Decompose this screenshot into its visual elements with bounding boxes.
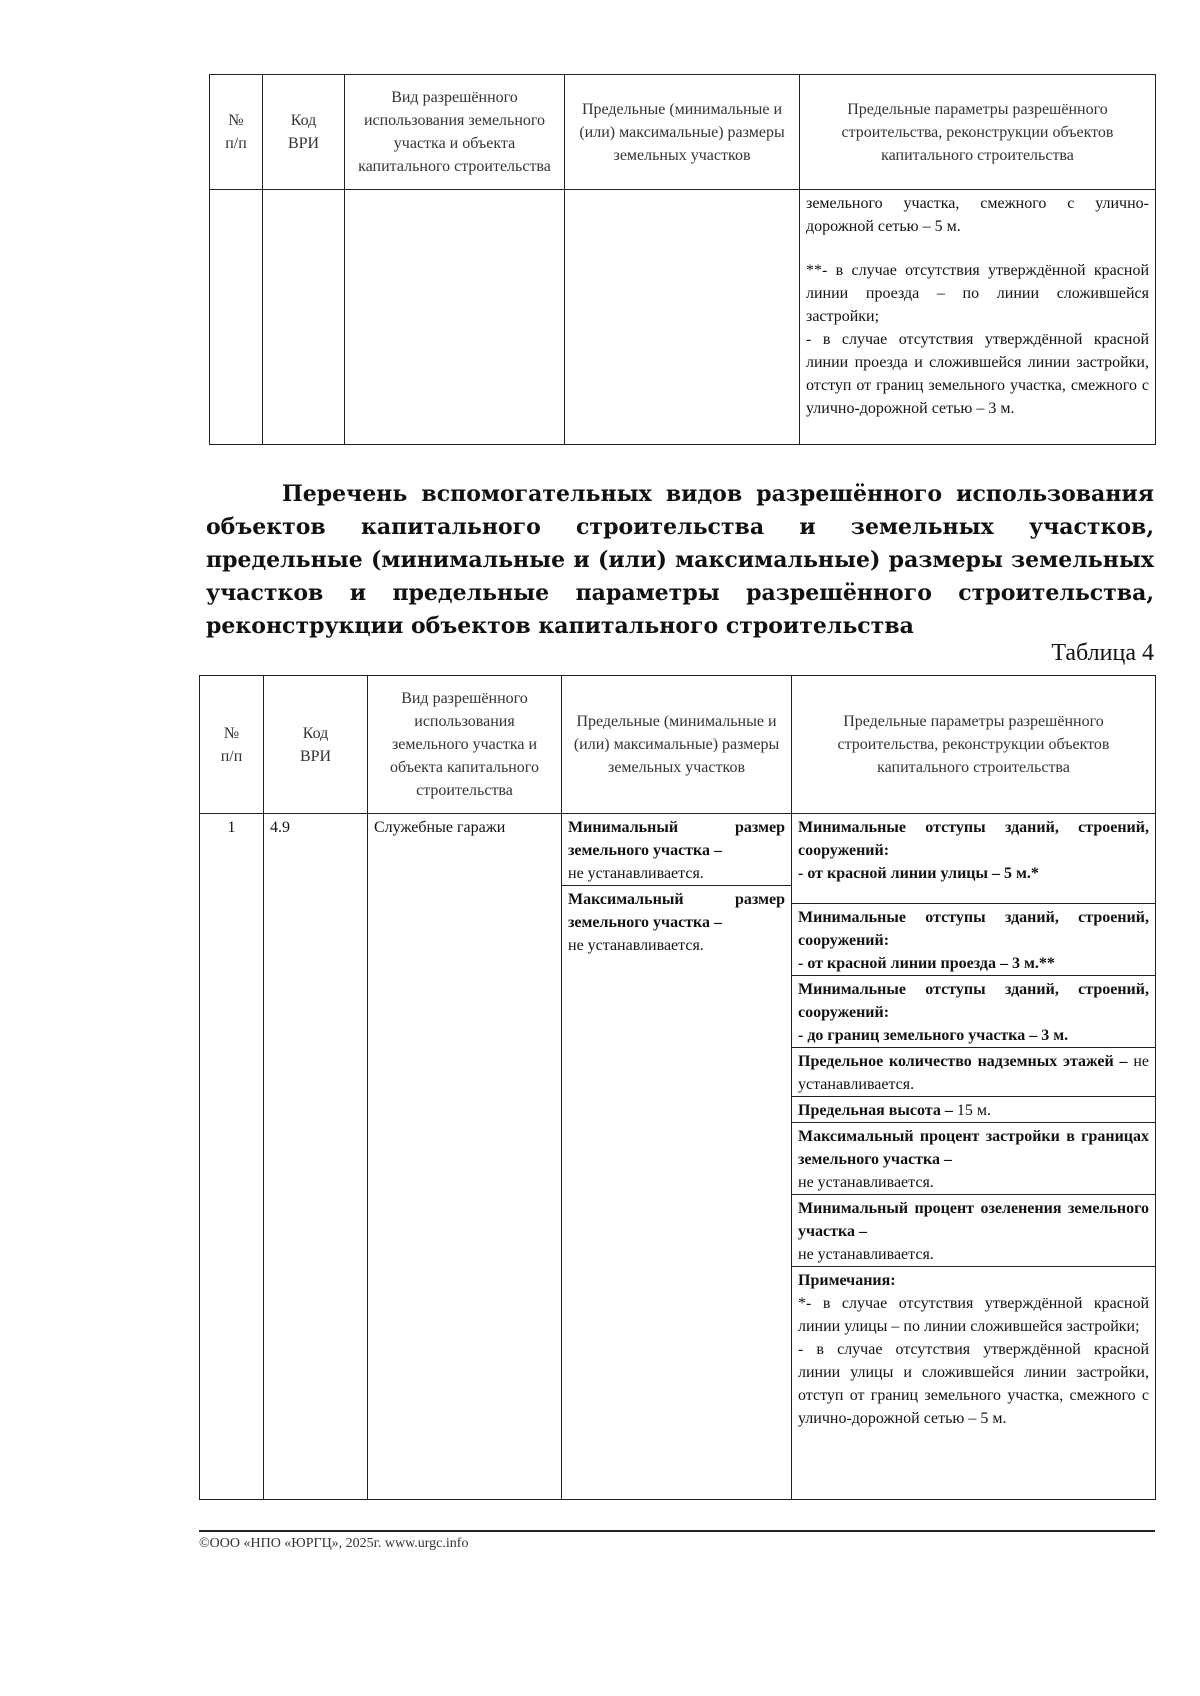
note-line: **- в случае отсутствия утверждённой красной линии проезда – по линии сложившейся застройки;: [806, 262, 1149, 325]
param-label: Минимальные отступы зданий, строений, сооружений:: [798, 909, 1149, 949]
param-value: - до границ земельного участка – 3 м.: [798, 1027, 1069, 1044]
param-block: [792, 1194, 1155, 1266]
col-header-code: Код ВРИ: [264, 676, 368, 814]
param-label: Предельное количество надземных этажей –: [798, 1053, 1128, 1070]
param-block: [792, 1096, 1155, 1122]
cell-empty: [565, 190, 800, 445]
col-header-num: № п/п: [200, 676, 264, 814]
param-label: Предельная высота –: [798, 1102, 953, 1119]
footer-divider: [199, 1530, 1155, 1532]
param-value: 15 м.: [956, 1102, 991, 1119]
sizes-cell: [562, 814, 792, 1500]
col-header-type: Вид разрешённого использования земельного участка и объекта капитального строительства: [345, 75, 565, 190]
continuation-text: земельного участка, смежного с улично-дорожной сетью – 5 м.: [806, 195, 1149, 235]
row-type: Служебные гаражи: [368, 814, 562, 1500]
param-value: не устанавливается.: [798, 1246, 934, 1263]
max-size-value: не устанавливается.: [568, 937, 704, 954]
param-value: - от красной линии улицы – 5 м.*: [798, 865, 1039, 882]
col-header-sizes: Предельные (минимальные и (или) максимальные) размеры земельных участков: [565, 75, 800, 190]
footer-copyright: ©ООО «НПО «ЮРГЦ», 2025г. www.urgc.info: [199, 1536, 469, 1551]
row-code: 4.9: [264, 814, 368, 1500]
param-value: не устанавливается.: [798, 1174, 934, 1191]
notes-block: [792, 1266, 1155, 1430]
max-size-label: Максимальный размер земельного участка –: [568, 891, 785, 931]
section-heading: Перечень вспомогательных видов разрешённого использования объектов капитального строительства и земельных участков, предельные (минимальные и (или) максимальные) размеры земельных участков и предельные параметры разрешённого строительства, реконструкции объектов капитального строительства: [206, 481, 1154, 639]
param-label: Минимальные отступы зданий, строений, сооружений:: [798, 819, 1149, 859]
param-label: Минимальные отступы зданий, строений, сооружений:: [798, 981, 1149, 1021]
max-size-block: [562, 885, 791, 957]
note-line: - в случае отсутствия утверждённой красной линии проезда и сложившейся линии застройки, отступ от границ земельного участка, смежного с улично-дорожной сетью – 3 м.: [806, 331, 1149, 417]
prev-table: [209, 74, 1156, 445]
param-block: [792, 1122, 1155, 1194]
min-size-label: Минимальный размер земельного участка –: [568, 819, 785, 859]
note-line: - в случае отсутствия утверждённой красной линии улицы и сложившейся линии застройки, отступ от границ земельного участка, смежного с улично-дорожной сетью – 5 м.: [798, 1341, 1149, 1427]
col-header-num: № п/п: [210, 75, 263, 190]
min-size-block: [568, 816, 785, 885]
col-header-code: Код ВРИ: [263, 75, 345, 190]
col-header-sizes: Предельные (минимальные и (или) максимальные) размеры земельных участков: [562, 676, 792, 814]
min-size-value: не устанавливается.: [568, 865, 704, 882]
param-block: [798, 816, 1149, 885]
col-header-params: Предельные параметры разрешённого строительства, реконструкции объектов капитального строительства: [800, 75, 1156, 190]
table-label: Таблица 4: [1051, 640, 1154, 666]
param-block: [792, 903, 1155, 975]
params-cell: [792, 814, 1156, 1500]
cell-empty: [210, 190, 263, 445]
param-block: [792, 975, 1155, 1047]
param-block: [792, 1047, 1155, 1096]
param-value: не устанавливается.: [798, 1053, 1150, 1093]
param-value: - от красной линии проезда – 3 м.**: [798, 955, 1055, 972]
params-continuation: [800, 190, 1156, 445]
row-number: 1: [200, 814, 264, 1500]
col-header-type: Вид разрешённого использования земельного участка и объекта капитального строительства: [368, 676, 562, 814]
note-line: *- в случае отсутствия утверждённой красной линии улицы – по линии сложившейся застройки;: [798, 1295, 1149, 1335]
cell-empty: [345, 190, 565, 445]
param-label: Максимальный процент застройки в границах земельного участка –: [798, 1128, 1149, 1168]
cell-empty: [263, 190, 345, 445]
param-label: Минимальный процент озеленения земельного участка –: [798, 1200, 1149, 1240]
table-4: [199, 675, 1156, 1500]
notes-title: Примечания:: [798, 1272, 896, 1289]
col-header-params: Предельные параметры разрешённого строительства, реконструкции объектов капитального строительства: [792, 676, 1156, 814]
